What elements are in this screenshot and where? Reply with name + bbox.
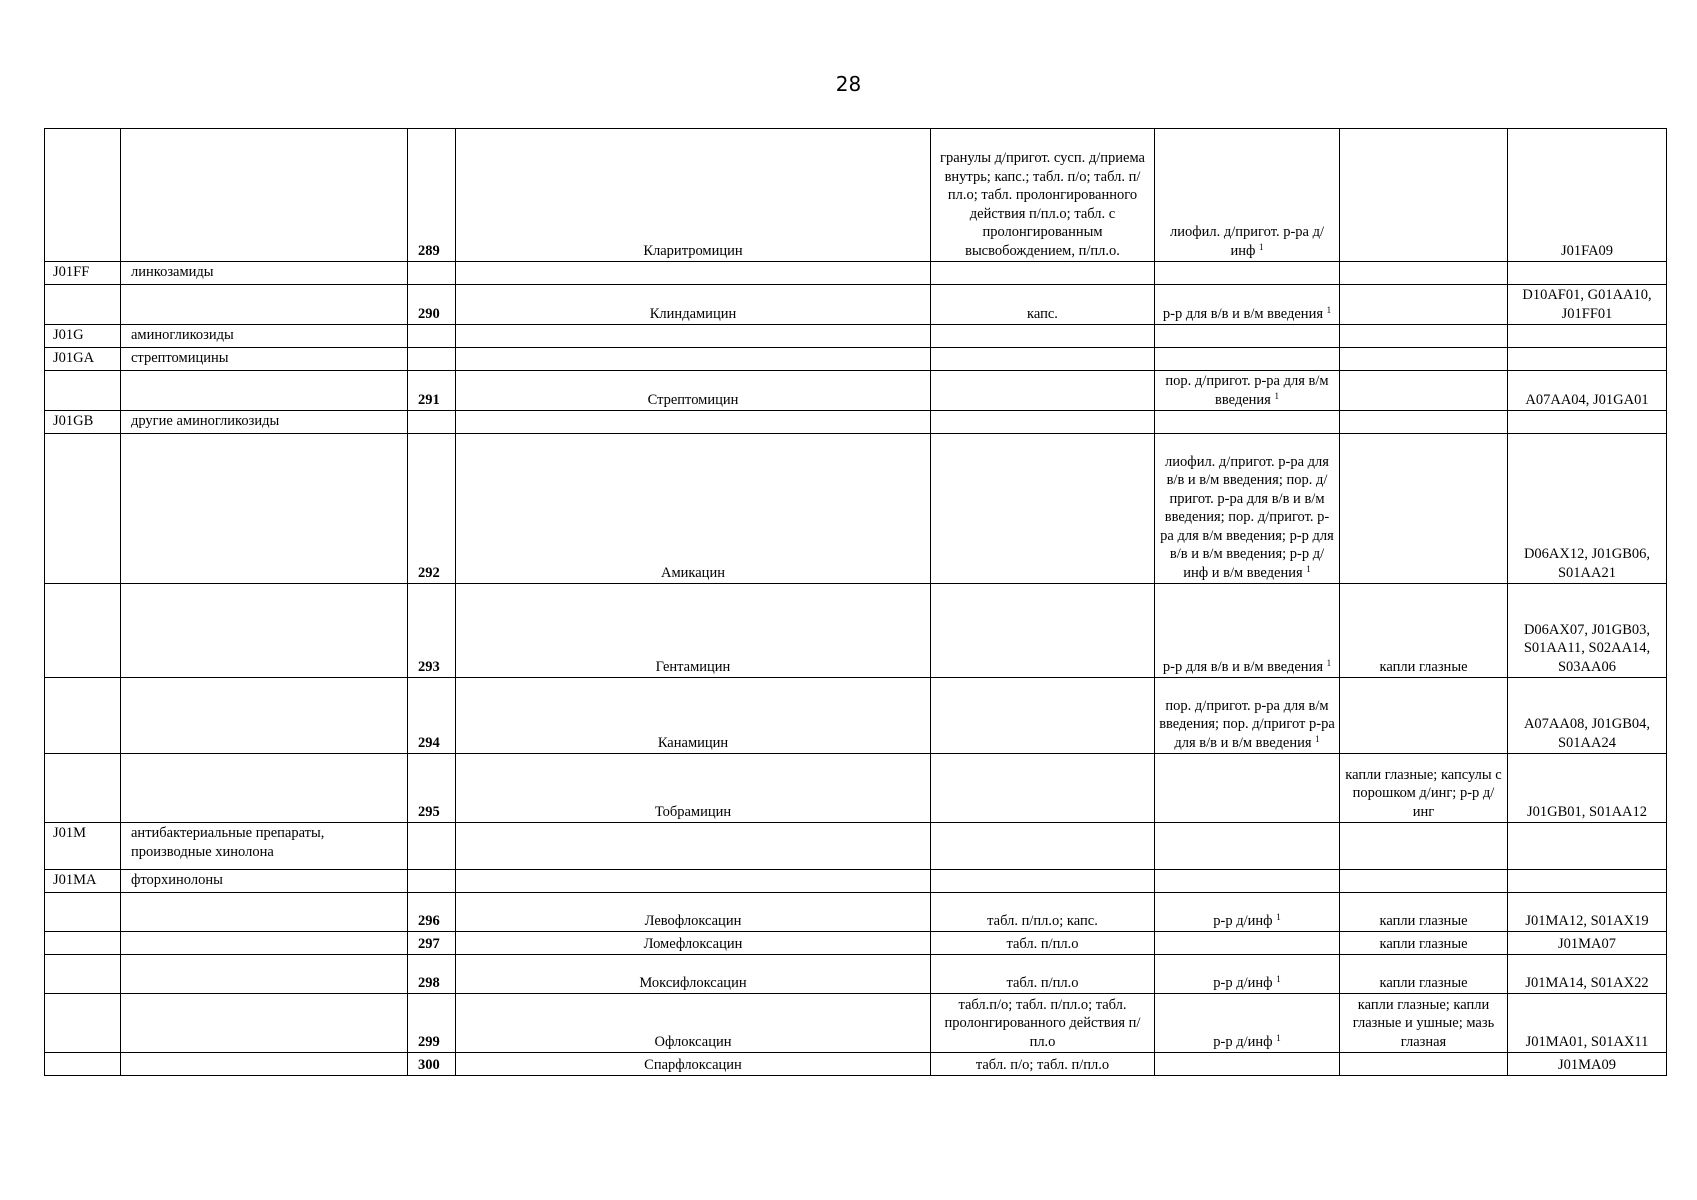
atc-group-name-cell	[121, 932, 408, 955]
footnote-marker: 1	[1276, 973, 1281, 984]
atc-code-cell	[1508, 678, 1667, 754]
local-forms-text: капли глазные	[1379, 912, 1468, 929]
atc-group-code-text: J01FF	[53, 264, 90, 280]
injection-forms-cell	[1155, 955, 1340, 994]
atc-group-name-text: антибактериальные препараты, производные хинолона	[131, 825, 325, 860]
atc-code-cell	[1508, 754, 1667, 823]
atc-code-cell	[1508, 932, 1667, 955]
table-row	[45, 262, 1667, 285]
row-number-cell	[408, 325, 456, 348]
atc-code-cell	[1508, 285, 1667, 325]
oral-forms-text: табл. п/пл.о	[1006, 974, 1079, 991]
oral-forms-text: капс.	[1027, 305, 1058, 322]
atc-group-name-cell	[121, 994, 408, 1053]
row-number-text: 297	[418, 935, 440, 952]
injection-forms-text: р-р д/инф	[1213, 974, 1273, 991]
atc-group-code-cell	[45, 285, 121, 325]
atc-group-code-text: J01GA	[53, 350, 95, 366]
atc-code-text: D10AF01, G01AA10, J01FF01	[1522, 287, 1652, 322]
table-row	[45, 870, 1667, 893]
atc-code-cell	[1508, 955, 1667, 994]
table-row	[45, 325, 1667, 348]
row-number-cell	[408, 584, 456, 678]
local-forms-cell	[1340, 823, 1508, 870]
injection-forms-cell	[1155, 348, 1340, 371]
oral-forms-cell	[931, 678, 1155, 754]
row-number-text: 289	[418, 242, 440, 259]
atc-group-name-cell	[121, 823, 408, 870]
row-number-cell	[408, 262, 456, 285]
injection-forms-cell	[1155, 678, 1340, 754]
injection-forms-cell	[1155, 1053, 1340, 1076]
atc-code-cell	[1508, 411, 1667, 434]
injection-forms-cell	[1155, 129, 1340, 262]
table-row	[45, 129, 1667, 262]
atc-group-name-cell	[121, 678, 408, 754]
oral-forms-text: гранулы д/пригот. сусп. д/приема внутрь; капс.; табл. п/о; табл. п/пл.о; табл. пролонгированного действия п/пл.о; табл. с пролонгированным высвобождением, п/пл.о.	[940, 150, 1145, 259]
local-forms-text: капли глазные	[1379, 935, 1468, 952]
oral-forms-text: табл. п/пл.о	[1006, 935, 1079, 952]
atc-group-name-cell	[121, 348, 408, 371]
atc-group-name-cell	[121, 285, 408, 325]
row-number-cell	[408, 893, 456, 932]
oral-forms-cell	[931, 955, 1155, 994]
injection-forms-text: пор. д/пригот. р-ра для в/м введения; пор. д/пригот р-ра для в/в и в/м введения	[1159, 697, 1335, 751]
table-row	[45, 678, 1667, 754]
atc-group-code-cell	[45, 411, 121, 434]
atc-group-code-cell	[45, 932, 121, 955]
oral-forms-cell	[931, 932, 1155, 955]
atc-code-text: J01FA09	[1560, 242, 1614, 259]
atc-group-code-cell	[45, 678, 121, 754]
atc-group-name-cell	[121, 325, 408, 348]
drug-name-text: Клиндамицин	[649, 305, 737, 322]
row-number-text: 298	[418, 974, 440, 991]
page-number: 28	[835, 72, 862, 96]
oral-forms-cell	[931, 584, 1155, 678]
drug-name-cell	[456, 1053, 931, 1076]
drug-name-cell	[456, 411, 931, 434]
atc-group-name-text: фторхинолоны	[131, 872, 223, 888]
drug-name-cell	[456, 955, 931, 994]
drug-name-cell	[456, 678, 931, 754]
injection-forms-cell	[1155, 325, 1340, 348]
drug-name-text: Левофлоксацин	[644, 912, 742, 929]
injection-forms-cell	[1155, 584, 1340, 678]
atc-group-code-cell	[45, 893, 121, 932]
local-forms-text: капли глазные	[1379, 974, 1468, 991]
local-forms-cell	[1340, 348, 1508, 371]
drug-name-cell	[456, 994, 931, 1053]
injection-forms-cell	[1155, 823, 1340, 870]
local-forms-cell	[1340, 434, 1508, 584]
atc-code-cell	[1508, 348, 1667, 371]
oral-forms-cell	[931, 994, 1155, 1053]
atc-code-text: J01MA09	[1557, 1056, 1616, 1073]
local-forms-cell	[1340, 932, 1508, 955]
row-number-text: 299	[418, 1033, 440, 1050]
injection-forms-text: р-р для в/в и в/м введения	[1162, 305, 1323, 322]
footnote-marker: 1	[1326, 304, 1332, 315]
table-row	[45, 411, 1667, 434]
atc-group-code-cell	[45, 870, 121, 893]
table-row	[45, 754, 1667, 823]
atc-group-code-cell	[45, 348, 121, 371]
footnote-marker: 1	[1315, 733, 1320, 744]
local-forms-cell	[1340, 262, 1508, 285]
local-forms-cell	[1340, 285, 1508, 325]
atc-group-name-text: аминогликозиды	[131, 327, 234, 343]
injection-forms-text: р-р д/инф	[1213, 1033, 1273, 1050]
atc-code-text: J01MA12, S01AX19	[1525, 912, 1649, 929]
atc-group-code-cell	[45, 754, 121, 823]
atc-group-code-cell	[45, 823, 121, 870]
atc-code-cell	[1508, 584, 1667, 678]
row-number-cell	[408, 823, 456, 870]
atc-code-text: J01MA01, S01AX11	[1525, 1033, 1649, 1050]
local-forms-cell	[1340, 754, 1508, 823]
drug-table	[44, 128, 1667, 1076]
atc-code-text: D06AX12, J01GB06, S01AA21	[1523, 546, 1651, 581]
oral-forms-text: табл.п/о; табл. п/пл.о; табл. пролонгированного действия п/пл.о	[944, 996, 1141, 1050]
atc-group-name-cell	[121, 955, 408, 994]
local-forms-cell	[1340, 1053, 1508, 1076]
drug-name-cell	[456, 754, 931, 823]
footnote-marker: 1	[1276, 911, 1281, 922]
row-number-cell	[408, 932, 456, 955]
atc-group-name-cell	[121, 434, 408, 584]
drug-name-text: Ломефлоксацин	[643, 935, 743, 952]
atc-code-text: J01MA07	[1557, 935, 1616, 952]
table-row	[45, 434, 1667, 584]
drug-name-cell	[456, 348, 931, 371]
row-number-text: 300	[418, 1056, 440, 1073]
atc-code-cell	[1508, 1053, 1667, 1076]
local-forms-cell	[1340, 678, 1508, 754]
row-number-cell	[408, 434, 456, 584]
atc-code-cell	[1508, 870, 1667, 893]
atc-group-code-text: J01G	[53, 327, 84, 343]
atc-group-code-cell	[45, 1053, 121, 1076]
row-number-text: 293	[418, 658, 440, 675]
footnote-marker: 1	[1274, 390, 1279, 401]
local-forms-cell	[1340, 994, 1508, 1053]
drug-name-text: Стрептомицин	[647, 391, 739, 408]
drug-name-text: Тобрамицин	[654, 803, 732, 820]
row-number-cell	[408, 754, 456, 823]
drug-name-cell	[456, 325, 931, 348]
footnote-marker: 1	[1259, 241, 1264, 252]
atc-group-name-cell	[121, 584, 408, 678]
oral-forms-cell	[931, 1053, 1155, 1076]
local-forms-cell	[1340, 129, 1508, 262]
atc-code-text: J01GB01, S01AA12	[1526, 803, 1648, 820]
drug-name-cell	[456, 371, 931, 411]
row-number-cell	[408, 870, 456, 893]
local-forms-cell	[1340, 893, 1508, 932]
oral-forms-text: табл. п/о; табл. п/пл.о	[975, 1056, 1110, 1073]
injection-forms-cell	[1155, 262, 1340, 285]
drug-name-text: Канамицин	[657, 734, 729, 751]
atc-group-name-text: линкозамиды	[131, 264, 214, 280]
row-number-text: 294	[418, 734, 440, 751]
injection-forms-text: лиофил. д/пригот. р-ра д/инф	[1170, 224, 1324, 259]
atc-group-code-cell	[45, 434, 121, 584]
local-forms-cell	[1340, 870, 1508, 893]
injection-forms-text: пор. д/пригот. р-ра для в/м введения	[1165, 373, 1329, 408]
footnote-marker: 1	[1326, 657, 1332, 668]
oral-forms-cell	[931, 325, 1155, 348]
atc-group-name-cell	[121, 870, 408, 893]
table-row	[45, 584, 1667, 678]
injection-forms-text: р-р для в/в и в/м введения	[1162, 658, 1323, 675]
table-row	[45, 1053, 1667, 1076]
footnote-marker: 1	[1306, 563, 1311, 574]
table-row	[45, 823, 1667, 870]
atc-group-code-cell	[45, 262, 121, 285]
drug-name-cell	[456, 584, 931, 678]
drug-name-cell	[456, 870, 931, 893]
atc-group-name-text: стрептомицины	[131, 350, 229, 366]
row-number-cell	[408, 348, 456, 371]
drug-name-text: Офлоксацин	[654, 1033, 732, 1050]
local-forms-text: капли глазные; капли глазные и ушные; мазь глазная	[1352, 996, 1495, 1050]
oral-forms-cell	[931, 434, 1155, 584]
atc-group-code-cell	[45, 955, 121, 994]
atc-code-cell	[1508, 434, 1667, 584]
oral-forms-cell	[931, 754, 1155, 823]
local-forms-cell	[1340, 371, 1508, 411]
row-number-cell	[408, 285, 456, 325]
row-number-cell	[408, 1053, 456, 1076]
oral-forms-cell	[931, 371, 1155, 411]
injection-forms-cell	[1155, 870, 1340, 893]
atc-group-code-text: J01M	[53, 825, 87, 841]
atc-code-text: J01MA14, S01AX22	[1525, 974, 1649, 991]
drug-name-cell	[456, 129, 931, 262]
row-number-text: 295	[418, 803, 440, 820]
row-number-cell	[408, 678, 456, 754]
row-number-text: 296	[418, 912, 440, 929]
atc-group-code-cell	[45, 325, 121, 348]
atc-group-code-cell	[45, 371, 121, 411]
injection-forms-cell	[1155, 893, 1340, 932]
table-row	[45, 285, 1667, 325]
oral-forms-cell	[931, 285, 1155, 325]
atc-code-text: A07AA04, J01GA01	[1525, 391, 1649, 408]
oral-forms-text: табл. п/пл.о; капс.	[987, 912, 1098, 929]
drug-name-cell	[456, 285, 931, 325]
atc-group-code-cell	[45, 584, 121, 678]
atc-group-code-text: J01GB	[53, 413, 94, 429]
table-row	[45, 893, 1667, 932]
local-forms-cell	[1340, 411, 1508, 434]
atc-group-code-cell	[45, 129, 121, 262]
row-number-text: 291	[418, 391, 440, 408]
local-forms-cell	[1340, 955, 1508, 994]
atc-code-cell	[1508, 371, 1667, 411]
atc-code-text: D06AX07, J01GB03, S01AA11, S02AA14, S03AA06	[1523, 621, 1651, 675]
drug-name-text: Амикацин	[661, 564, 725, 581]
atc-group-name-text: другие аминогликозиды	[131, 413, 280, 429]
injection-forms-text: лиофил. д/пригот. р-ра для в/в и в/м введения; пор. д/пригот. р-ра для в/в и в/м введения; пор. д/пригот. р-ра для в/м введения; р-р для в/в и в/м введения; р-р д/инф и в/м введения	[1160, 453, 1334, 581]
oral-forms-cell	[931, 870, 1155, 893]
atc-code-cell	[1508, 262, 1667, 285]
row-number-cell	[408, 129, 456, 262]
local-forms-text: капли глазные; капсулы с порошком д/инг; р-р д/инг	[1345, 766, 1502, 820]
atc-code-cell	[1508, 994, 1667, 1053]
oral-forms-cell	[931, 893, 1155, 932]
drug-name-cell	[456, 823, 931, 870]
oral-forms-cell	[931, 262, 1155, 285]
atc-group-name-cell	[121, 371, 408, 411]
table-row	[45, 371, 1667, 411]
injection-forms-cell	[1155, 932, 1340, 955]
local-forms-text: капли глазные	[1379, 658, 1468, 675]
atc-code-cell	[1508, 893, 1667, 932]
injection-forms-cell	[1155, 434, 1340, 584]
oral-forms-cell	[931, 348, 1155, 371]
row-number-cell	[408, 994, 456, 1053]
injection-forms-text: р-р д/инф	[1213, 912, 1273, 929]
injection-forms-cell	[1155, 994, 1340, 1053]
atc-group-name-cell	[121, 754, 408, 823]
row-number-cell	[408, 411, 456, 434]
drug-name-text: Кларитромицин	[643, 242, 743, 259]
injection-forms-cell	[1155, 371, 1340, 411]
drug-name-text: Спарфлоксацин	[644, 1056, 742, 1073]
table-row	[45, 932, 1667, 955]
atc-group-name-cell	[121, 411, 408, 434]
table-row	[45, 348, 1667, 371]
oral-forms-cell	[931, 823, 1155, 870]
oral-forms-cell	[931, 129, 1155, 262]
drug-name-cell	[456, 434, 931, 584]
table-row	[45, 955, 1667, 994]
atc-group-name-cell	[121, 262, 408, 285]
drug-name-cell	[456, 893, 931, 932]
oral-forms-cell	[931, 411, 1155, 434]
atc-code-cell	[1508, 325, 1667, 348]
local-forms-cell	[1340, 325, 1508, 348]
atc-group-name-cell	[121, 893, 408, 932]
table-row	[45, 994, 1667, 1053]
row-number-text: 292	[418, 564, 440, 581]
drug-name-cell	[456, 932, 931, 955]
atc-code-text: A07AA08, J01GB04, S01AA24	[1523, 716, 1651, 751]
row-number-cell	[408, 371, 456, 411]
drug-name-cell	[456, 262, 931, 285]
atc-group-name-cell	[121, 129, 408, 262]
atc-group-code-cell	[45, 994, 121, 1053]
atc-group-code-text: J01MA	[53, 872, 97, 888]
atc-group-name-cell	[121, 1053, 408, 1076]
injection-forms-cell	[1155, 411, 1340, 434]
footnote-marker: 1	[1276, 1032, 1281, 1043]
atc-code-cell	[1508, 129, 1667, 262]
drug-name-text: Гентамицин	[655, 658, 731, 675]
row-number-text: 290	[418, 305, 440, 322]
local-forms-cell	[1340, 584, 1508, 678]
row-number-cell	[408, 955, 456, 994]
injection-forms-cell	[1155, 754, 1340, 823]
injection-forms-cell	[1155, 285, 1340, 325]
drug-name-text: Моксифлоксацин	[639, 974, 747, 991]
atc-code-cell	[1508, 823, 1667, 870]
